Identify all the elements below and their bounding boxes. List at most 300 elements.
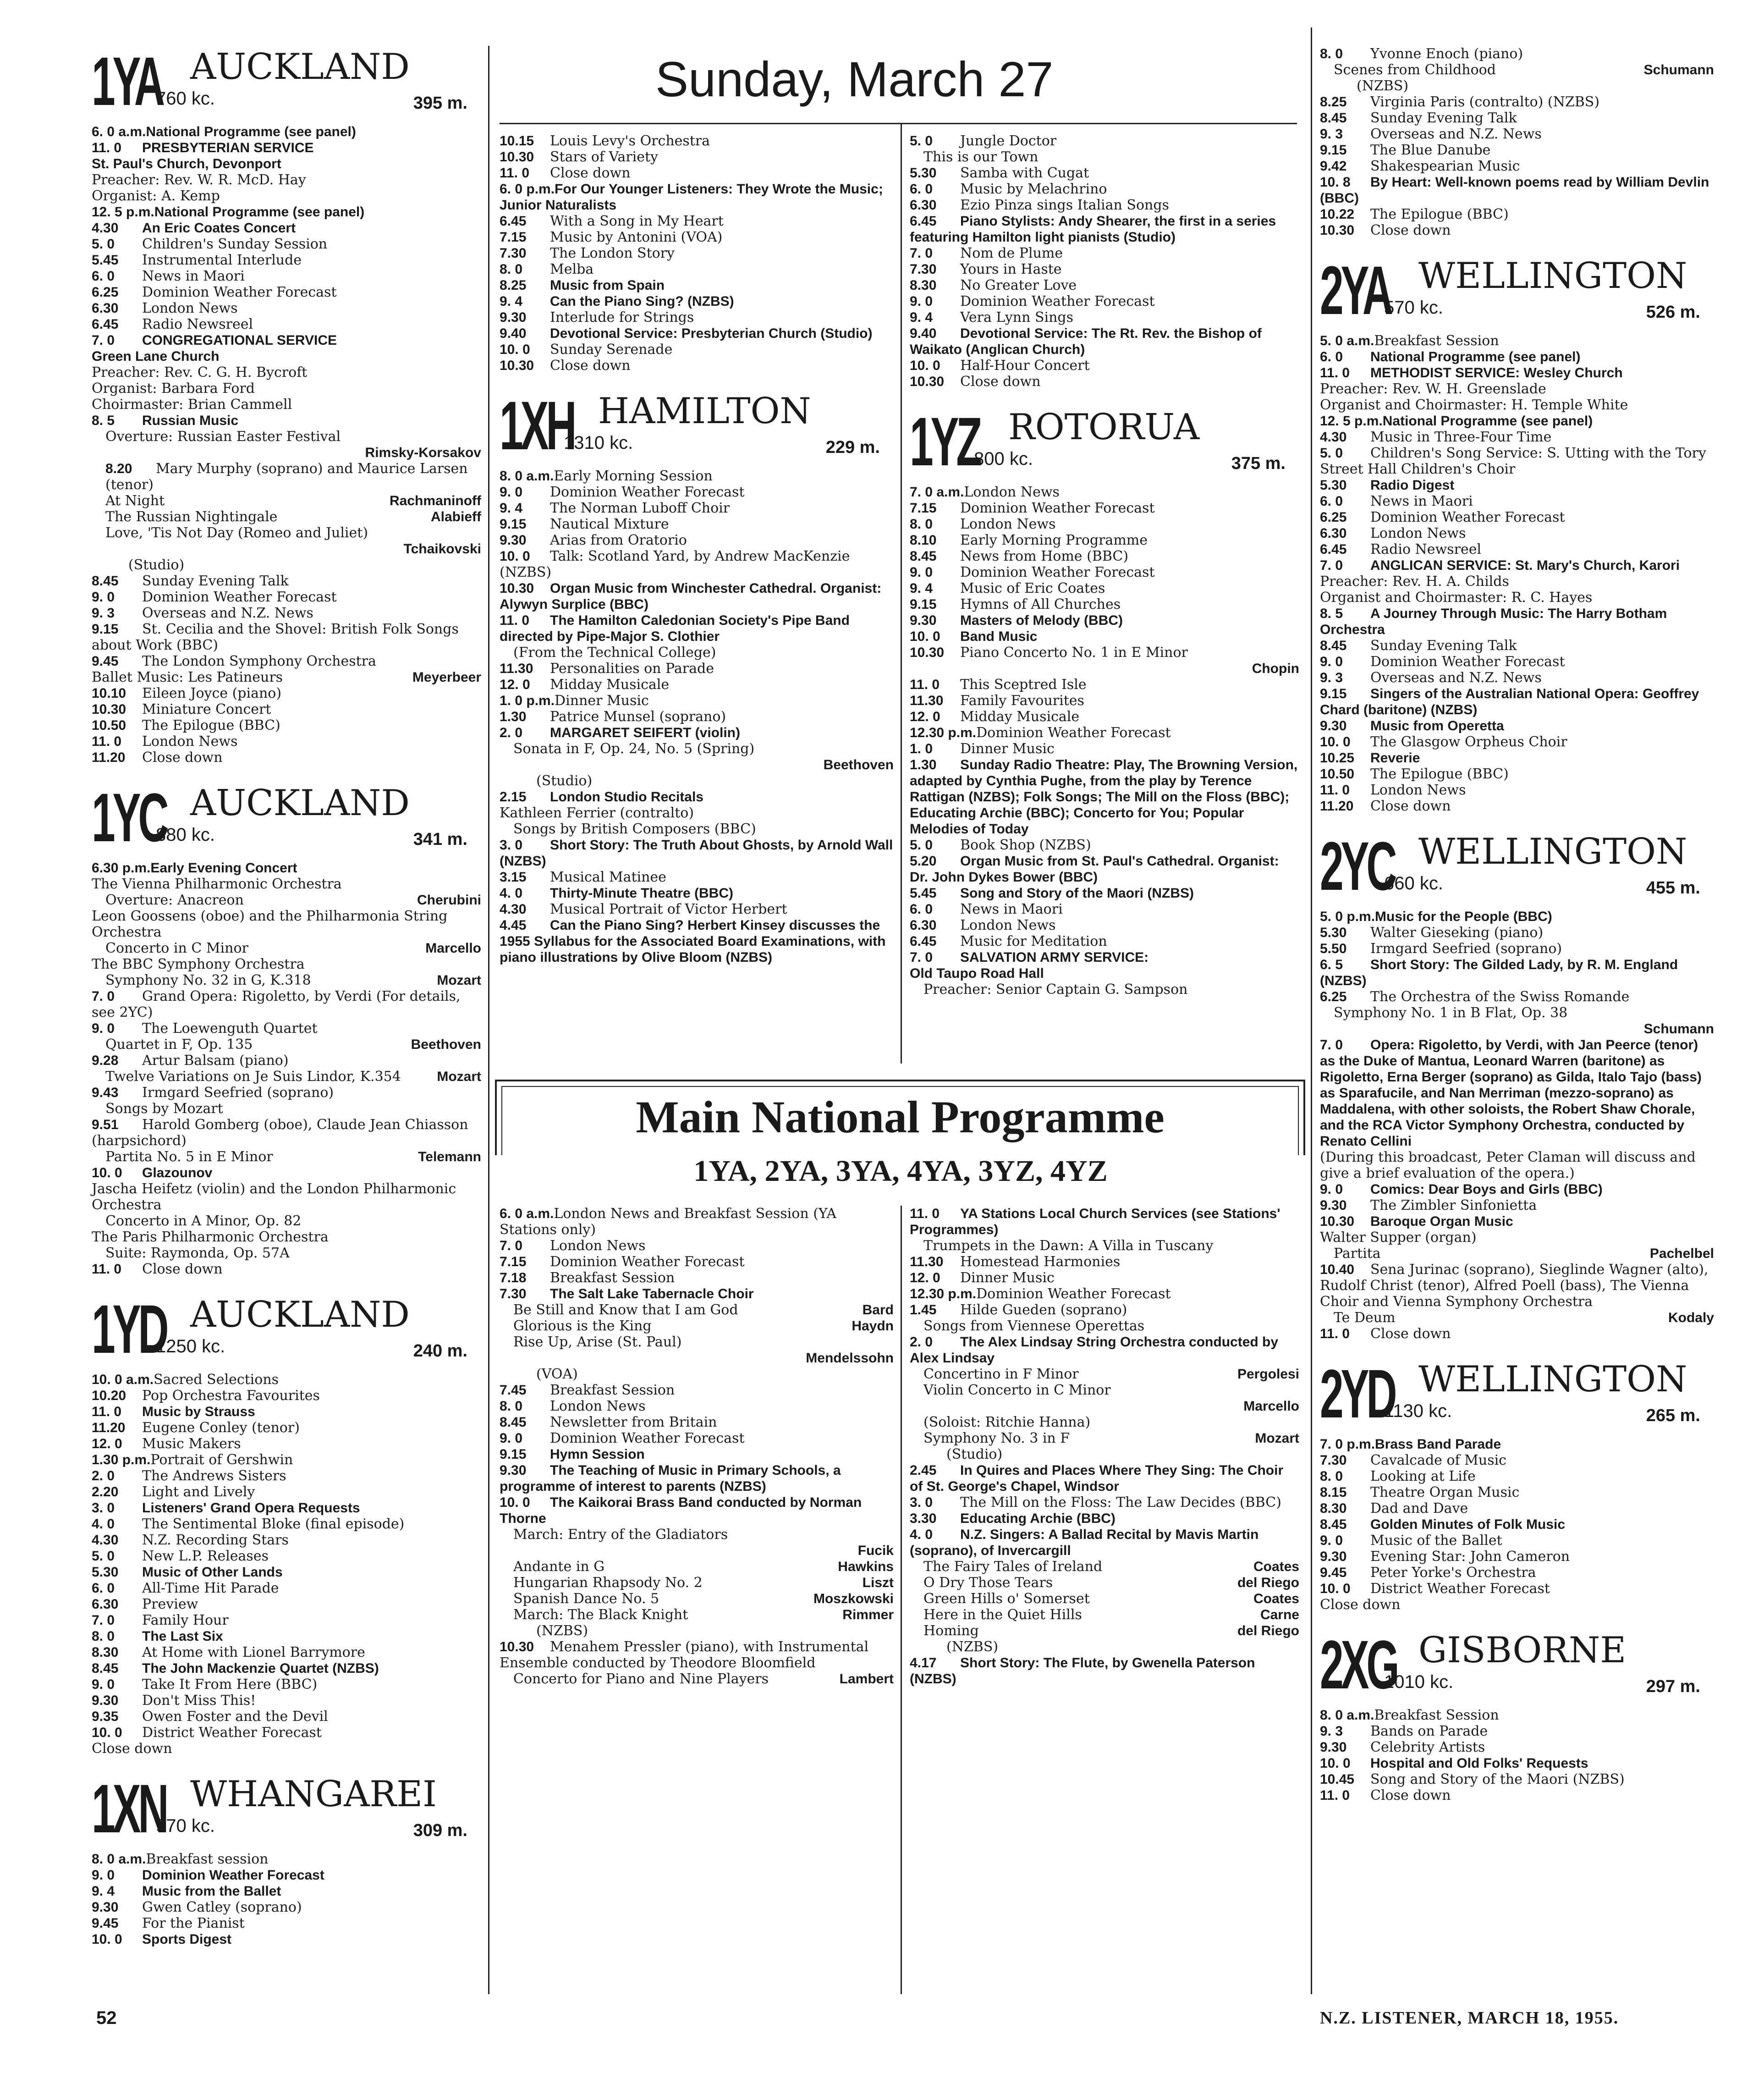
entry-time: 4.30 xyxy=(92,1533,119,1548)
entry-time: 8.45 xyxy=(910,549,937,564)
programme-entry xyxy=(92,1036,481,1053)
programme-entry xyxy=(92,750,481,766)
date-rule xyxy=(500,123,1297,124)
programme-entry xyxy=(1320,477,1714,493)
entry-time: 10. 0 xyxy=(1320,1756,1351,1771)
entry-text: SALVATION ARMY SERVICE: xyxy=(960,950,1149,965)
entry-text: Can the Piano Sing? Herbert Kinsey discusses the 1955 Syllabus for the Associated Board Examinations, with piano illustrations by Olive Bloom (NZBS) xyxy=(500,918,886,965)
programme-entry xyxy=(92,1915,481,1931)
entry-time: 9.15 xyxy=(1320,686,1347,701)
entry-text: Educating Archie (BBC) xyxy=(960,1511,1116,1526)
entry-text: Radio Newsreel xyxy=(142,316,253,332)
programme-entry xyxy=(910,901,1299,917)
entry-text: The Epilogue (BBC) xyxy=(142,717,280,733)
programme-entry xyxy=(1320,1021,1714,1037)
entry-time: 10.22 xyxy=(1320,207,1355,222)
programme-entry xyxy=(92,1388,481,1404)
entry-text: Symphony No. 3 in F xyxy=(923,1430,1070,1446)
entry-time: 2.45 xyxy=(910,1463,937,1478)
programme-entry xyxy=(1320,493,1714,509)
programme-entry xyxy=(910,1318,1299,1334)
programme-entry xyxy=(910,133,1299,149)
entry-time: 9.30 xyxy=(500,1463,527,1478)
programme-entry xyxy=(910,1206,1299,1238)
composer: Mozart xyxy=(1255,1431,1299,1446)
composer: Kodaly xyxy=(1668,1310,1714,1325)
programme-entry xyxy=(1320,909,1714,925)
entry-time: 7. 0 xyxy=(92,333,115,348)
entry-text: All-Time Hit Parade xyxy=(142,1580,279,1596)
entry-text: Opera: Rigoletto, by Verdi, with Jan Peerce (tenor) as the Duke of Mantua, Leonard Warren (baritone) as Rigoletto, Erna Berger (soprano) as Gilda, Italo Tajo (bass) as Sparafucile, and Nan Merriman (mezzo-soprano) as Maddalena, with other soloists, the Robert Shaw Chorale, and the RCA Victor Symphony Orchestra, conducted by Renato Cellini xyxy=(1320,1037,1702,1149)
entry-text: Hymns of All Churches xyxy=(960,596,1121,612)
programme-entry xyxy=(500,277,894,293)
programme-entry xyxy=(910,917,1299,933)
entry-time: 8. 0 xyxy=(92,1629,115,1644)
programme-entry xyxy=(910,516,1299,532)
programme-entry xyxy=(92,956,481,972)
entry-text: Dominion Weather Forecast xyxy=(960,564,1155,580)
entry-text: Short Story: The Gilded Lady, by R. M. England (NZBS) xyxy=(1320,957,1678,988)
composer: Carne xyxy=(1260,1607,1299,1622)
column-4 xyxy=(500,1206,894,1687)
programme-entry xyxy=(92,669,481,685)
entry-text: Midday Musicale xyxy=(960,709,1080,725)
programme-entry xyxy=(500,165,894,181)
entry-text: London News xyxy=(960,516,1056,532)
programme-entry xyxy=(910,500,1299,516)
programme-entry xyxy=(1320,1326,1714,1342)
station-frequency: 570 kc. xyxy=(1384,298,1443,318)
entry-text: Concertino in F Minor xyxy=(923,1366,1079,1382)
programme-entry xyxy=(92,1117,481,1149)
entry-text: Dominion Weather Forecast xyxy=(142,589,337,605)
programme-entry xyxy=(910,1366,1299,1382)
entry-text: Sports Digest xyxy=(142,1932,232,1947)
entry-time: 11. 0 xyxy=(910,677,940,692)
entry-time: 10.30 xyxy=(500,149,534,165)
entry-time: 10.30 xyxy=(910,645,945,660)
entry-text: Songs by British Composers (BBC) xyxy=(513,821,756,837)
composer: Mozart xyxy=(437,1069,481,1084)
programme-entry xyxy=(500,1366,894,1382)
entry-text: Hospital and Old Folks' Requests xyxy=(1370,1756,1588,1771)
entry-time: 12.30 p.m. xyxy=(910,1286,977,1301)
entry-time: 4. 0 xyxy=(910,1527,933,1542)
programme-entry xyxy=(910,1238,1299,1254)
entry-text: Suite: Raymonda, Op. 57A xyxy=(105,1245,290,1261)
entry-text: Irmgard Seefried (soprano) xyxy=(1370,941,1562,957)
station-heading xyxy=(500,387,894,468)
entry-time: 8.45 xyxy=(1320,110,1347,126)
entry-text: The Russian Nightingale xyxy=(105,509,278,525)
entry-text: The BBC Symphony Orchestra xyxy=(92,956,305,972)
entry-time: 9. 0 xyxy=(1320,1533,1343,1548)
entry-time: 10.30 xyxy=(1320,223,1355,238)
entry-text: Arias from Oratorio xyxy=(550,532,687,548)
programme-entry xyxy=(910,277,1299,293)
entry-text: St. Cecilia and the Shovel: British Folk Songs about Work (BBC) xyxy=(92,621,459,653)
programme-entry xyxy=(1320,1755,1714,1771)
entry-text: Peter Yorke's Orchestra xyxy=(1370,1565,1536,1581)
entry-text: Stars of Variety xyxy=(550,149,658,165)
programme-entry xyxy=(1320,1452,1714,1468)
programme-entry xyxy=(1320,718,1714,734)
programme-entry xyxy=(92,717,481,733)
entry-text: National Programme (see panel) xyxy=(146,124,356,139)
programme-entry xyxy=(910,933,1299,949)
programme-entry xyxy=(1320,1197,1714,1213)
entry-time: 8. 0 xyxy=(500,1399,523,1414)
programme-entry xyxy=(92,1676,481,1693)
entry-text: Menahem Pressler (piano), with Instrumental Ensemble conducted by Theodore Bloomfield xyxy=(500,1639,869,1671)
programme-entry xyxy=(500,901,894,917)
entry-time: 8. 0 xyxy=(910,517,933,532)
programme-entry xyxy=(92,1229,481,1245)
programme-entry xyxy=(500,149,894,165)
entry-text: The Norman Luboff Choir xyxy=(550,500,730,516)
entry-text: Kathleen Ferrier (contralto) xyxy=(500,805,694,821)
programme-entry xyxy=(910,1270,1299,1286)
programme-entry xyxy=(500,181,894,213)
entry-time: 10. 8 xyxy=(1320,175,1351,190)
entry-text: At Night xyxy=(105,493,165,509)
programme-entry xyxy=(92,988,481,1020)
entry-text: Songs by Mozart xyxy=(105,1101,223,1117)
page-number: 52 xyxy=(96,2008,117,2028)
entry-time: 6. 0 xyxy=(910,902,933,917)
programme-entry xyxy=(1320,1213,1714,1229)
entry-time: 6.25 xyxy=(92,285,119,300)
programme-entry xyxy=(92,1404,481,1420)
programme-entry xyxy=(910,484,1299,500)
programme-entry xyxy=(92,1468,481,1484)
programme-entry xyxy=(910,1254,1299,1270)
entry-time: 9.51 xyxy=(92,1117,119,1132)
entry-time: 3.30 xyxy=(910,1511,937,1526)
entry-text: The Epilogue (BBC) xyxy=(1370,206,1509,222)
entry-time: 9. 4 xyxy=(910,581,933,596)
entry-time: 6.30 xyxy=(910,198,937,213)
station-heading xyxy=(1320,1355,1714,1436)
programme-entry xyxy=(500,789,894,805)
entry-time: 10. 0 xyxy=(92,1725,122,1740)
programme-entry xyxy=(910,564,1299,580)
programme-entry xyxy=(910,1398,1299,1414)
entry-text: The Fairy Tales of Ireland xyxy=(923,1559,1103,1575)
programme-entry xyxy=(500,805,894,821)
entry-text: CONGREGATIONAL SERVICE xyxy=(142,333,337,348)
programme-entry xyxy=(1320,365,1714,381)
station-city: WELLINGTON xyxy=(1418,1359,1687,1400)
programme-entry xyxy=(92,1628,481,1644)
entry-time: 10.30 xyxy=(1320,1214,1355,1229)
programme-entry xyxy=(910,853,1299,885)
programme-entry xyxy=(500,1639,894,1671)
entry-text: N.Z. Singers: A Ballad Recital by Mavis Martin (soprano), of Invercargill xyxy=(910,1527,1259,1558)
programme-entry xyxy=(910,1591,1299,1607)
entry-text: (Studio) xyxy=(946,1446,1003,1462)
programme-entry xyxy=(500,358,894,374)
programme-entry xyxy=(500,484,894,500)
programme-entry xyxy=(910,1527,1299,1559)
programme-entry xyxy=(92,1612,481,1628)
entry-time: 6.30 xyxy=(910,918,937,933)
entry-text: Instrumental Interlude xyxy=(142,252,302,268)
station-call-sign: 2XG xyxy=(1320,1626,1397,1703)
programme-entry xyxy=(500,309,894,325)
programme-entry xyxy=(1320,1310,1714,1326)
column-3 xyxy=(910,133,1299,998)
entry-text: Piano Concerto No. 1 in E Minor xyxy=(960,645,1188,661)
programme-entry xyxy=(1320,1565,1714,1581)
entry-text: March: Entry of the Gladiators xyxy=(513,1527,728,1543)
entry-text: Hymn Session xyxy=(550,1447,645,1462)
programme-entry xyxy=(1320,1436,1714,1452)
entry-time: 6.45 xyxy=(92,317,119,332)
main-programme-title: Main National Programme xyxy=(636,1092,1165,1142)
composer: Coates xyxy=(1253,1591,1299,1606)
programme-entry xyxy=(92,589,481,605)
entry-text: Dominion Weather Forecast xyxy=(1370,509,1565,525)
programme-entry xyxy=(1320,1723,1714,1739)
entry-time: 5.30 xyxy=(92,1565,119,1580)
entry-text: Children's Sunday Session xyxy=(142,236,328,252)
programme-entry xyxy=(910,358,1299,374)
entry-text: News in Maori xyxy=(1370,493,1473,509)
programme-entry xyxy=(910,1446,1299,1462)
entry-time: 2.20 xyxy=(92,1484,119,1500)
entry-time: 7. 0 xyxy=(1320,1037,1343,1053)
entry-text: National Programme (see panel) xyxy=(1382,413,1593,429)
entry-time: 7. 0 xyxy=(92,989,115,1004)
programme-entry xyxy=(500,245,894,261)
entry-text: Trumpets in the Dawn: A Villa in Tuscany xyxy=(923,1238,1214,1254)
entry-text: Homestead Harmonies xyxy=(960,1254,1121,1270)
programme-entry xyxy=(1320,1037,1714,1149)
station-block xyxy=(92,43,481,766)
composer: Fucik xyxy=(857,1543,894,1558)
programme-entry xyxy=(910,293,1299,309)
entry-text: Melba xyxy=(550,261,594,277)
entry-text: Vera Lynn Sings xyxy=(960,309,1074,325)
entry-time: 8.10 xyxy=(910,533,937,548)
programme-entry xyxy=(500,1446,894,1462)
programme-entry xyxy=(910,661,1299,677)
entry-text: Dinner Music xyxy=(555,693,649,709)
entry-time: 6.30 xyxy=(1320,526,1347,541)
entry-time: 4.30 xyxy=(500,902,527,917)
programme-entry xyxy=(92,1165,481,1181)
programme-entry xyxy=(1320,766,1714,782)
station-block xyxy=(1320,1355,1714,1613)
entry-text: (NZBS) xyxy=(946,1639,999,1655)
entry-text: Early Evening Concert xyxy=(150,860,297,876)
entry-time: 6. 5 xyxy=(1320,957,1343,972)
entry-text: Personalities on Parade xyxy=(550,661,714,677)
entry-time: 9.30 xyxy=(1320,1740,1347,1755)
entry-time: 9. 0 xyxy=(910,294,933,309)
entry-text: Brass Band Parade xyxy=(1375,1437,1501,1452)
programme-entry xyxy=(1320,590,1714,606)
station-call-sign: 1YC xyxy=(92,779,166,856)
entry-text: Radio Digest xyxy=(1370,478,1455,493)
entry-time: 10. 0 xyxy=(1320,734,1351,750)
programme-entry xyxy=(92,541,481,557)
composer: Bard xyxy=(862,1302,894,1318)
programme-entry xyxy=(92,1596,481,1612)
entry-time: 10. 0 a.m. xyxy=(92,1372,154,1387)
entry-time: 10.30 xyxy=(910,374,945,389)
entry-time: 8.30 xyxy=(92,1645,119,1660)
entry-time: 9.42 xyxy=(1320,159,1347,174)
programme-entry xyxy=(92,1899,481,1915)
programme-entry xyxy=(1320,1516,1714,1533)
entry-time: 7.15 xyxy=(910,501,937,516)
entry-text: No Greater Love xyxy=(960,277,1077,293)
entry-text: Golden Minutes of Folk Music xyxy=(1370,1517,1566,1532)
entry-time: 9.40 xyxy=(500,326,527,341)
entry-text: ANGLICAN SERVICE: St. Mary's Church, Karori xyxy=(1370,558,1680,573)
station-wavelength: 265 m. xyxy=(1646,1406,1700,1425)
entry-time: 12. 0 xyxy=(910,709,940,724)
programme-entry xyxy=(500,325,894,342)
entry-time: 5.20 xyxy=(910,854,937,869)
entry-text: Scenes from Childhood xyxy=(1334,62,1496,78)
entry-time: 10. 0 xyxy=(500,549,530,564)
programme-entry xyxy=(92,1484,481,1500)
entry-time: 6.25 xyxy=(1320,989,1347,1004)
programme-entry xyxy=(500,548,894,580)
entry-time: 9. 0 xyxy=(92,1677,115,1692)
programme-entry xyxy=(92,1053,481,1069)
entry-text: The Last Six xyxy=(142,1629,223,1644)
programme-entry xyxy=(92,1660,481,1676)
entry-time: 7. 0 xyxy=(910,246,933,261)
entry-text: London News xyxy=(960,917,1056,933)
programme-entry xyxy=(910,693,1299,709)
entry-text: Glazounov xyxy=(142,1165,213,1180)
entry-text: Preacher: Rev. W. R. McD. Hay xyxy=(92,172,306,188)
composer: Cherubini xyxy=(417,893,481,908)
entry-text: For the Pianist xyxy=(142,1915,245,1931)
programme-entry xyxy=(500,1398,894,1414)
entry-time: 11. 0 xyxy=(92,1404,122,1419)
programme-entry xyxy=(910,1511,1299,1527)
entry-time: 8.45 xyxy=(1320,1517,1347,1532)
programme-entry xyxy=(1320,413,1714,429)
entry-time: 9.35 xyxy=(92,1709,119,1724)
entry-text: (Studio) xyxy=(128,557,185,573)
composer: Rimmer xyxy=(842,1607,894,1622)
station-block xyxy=(1320,1626,1714,1803)
entry-text: Half-Hour Concert xyxy=(960,358,1090,374)
programme-entry xyxy=(500,661,894,677)
entry-time: 10. 0 xyxy=(910,629,940,644)
composer: Moszkowski xyxy=(813,1591,894,1606)
programme-entry xyxy=(1320,445,1714,477)
composer: Marcello xyxy=(1243,1399,1299,1414)
entry-text: The Mill on the Floss: The Law Decides (BBC) xyxy=(960,1494,1281,1511)
entry-text: By Heart: Well-known poems read by William Devlin (BBC) xyxy=(1320,175,1709,206)
entry-time: 8. 0 a.m. xyxy=(92,1852,146,1867)
entry-time: 10. 0 xyxy=(910,358,940,373)
entry-text: Close down xyxy=(142,1261,223,1277)
programme-entry xyxy=(500,516,894,532)
station-call-sign: 1YZ xyxy=(910,403,979,480)
programme-entry xyxy=(92,268,481,284)
entry-text: News in Maori xyxy=(960,901,1063,917)
entry-text: Radio Newsreel xyxy=(1370,541,1482,557)
programme-entry xyxy=(1320,397,1714,413)
entry-text: Reverie xyxy=(1370,750,1420,766)
entry-time: 9.15 xyxy=(1320,143,1347,158)
entry-text: Concerto in A Minor, Op. 82 xyxy=(105,1213,302,1229)
programme-entry xyxy=(910,1414,1299,1430)
programme-entry xyxy=(1320,126,1714,142)
entry-time: 11. 0 xyxy=(500,613,530,628)
programme-entry xyxy=(910,757,1299,837)
programme-entry xyxy=(92,364,481,380)
entry-text: Organ Music from St. Paul's Cathedral. Organist: Dr. John Dykes Bower (BBC) xyxy=(910,854,1279,885)
entry-text: Music in Three-Four Time xyxy=(1370,429,1552,445)
entry-text: Song and Story of the Maori (NZBS) xyxy=(1370,1771,1625,1787)
station-wavelength: 309 m. xyxy=(413,1821,467,1840)
entry-time: 9. 4 xyxy=(92,1884,115,1899)
entry-text: Close down xyxy=(1370,1326,1451,1342)
programme-entry xyxy=(1320,1549,1714,1565)
entry-text: Early Morning Session xyxy=(554,468,713,484)
station-block xyxy=(1320,46,1714,238)
programme-entry xyxy=(910,580,1299,596)
column-5 xyxy=(910,1206,1299,1687)
programme-entry xyxy=(92,1069,481,1085)
programme-entry xyxy=(1320,541,1714,557)
entry-time: 10.40 xyxy=(1320,1262,1355,1277)
programme-entry xyxy=(1320,1005,1714,1021)
entry-text: Te Deum xyxy=(1334,1310,1396,1326)
entry-text: A Journey Through Music: The Harry Botham Orchestra xyxy=(1320,606,1667,637)
programme-entry xyxy=(92,461,481,493)
programme-entry xyxy=(500,821,894,837)
composer: Chopin xyxy=(1252,661,1299,676)
entry-time: 1. 0 xyxy=(910,741,933,756)
entry-text: The Vienna Philharmonic Orchestra xyxy=(92,876,342,892)
entry-time: 11.30 xyxy=(910,693,944,708)
programme-entry xyxy=(910,213,1299,245)
entry-text: Organist: Barbara Ford xyxy=(92,380,255,397)
entry-text: Sunday Radio Theatre: Play, The Browning Version, adapted by Cynthia Pughe, from the play by Terence Rattigan (NZBS); Folk Songs; The Mill on the Floss (BBC); Educating Archie (BBC); Concerto for You; Popular Melodies of Today xyxy=(910,757,1298,837)
entry-text: Harold Gomberg (oboe), Claude Jean Chiasson (harpsichord) xyxy=(92,1117,468,1149)
entry-text: Theatre Organ Music xyxy=(1370,1484,1520,1500)
programme-entry xyxy=(92,1532,481,1548)
station-heading xyxy=(1320,252,1714,333)
programme-entry xyxy=(500,1238,894,1254)
entry-text: PRESBYTERIAN SERVICE xyxy=(142,140,314,155)
entry-text: The Kaikorai Brass Band conducted by Norman Thorne xyxy=(500,1495,862,1526)
entry-text: Pop Orchestra Favourites xyxy=(142,1388,320,1404)
entry-time: 9.15 xyxy=(500,1447,527,1462)
entry-text: Music of the Ballet xyxy=(1370,1533,1502,1549)
entry-text: (Soloist: Ritchie Hanna) xyxy=(923,1414,1091,1430)
entry-time: 4.17 xyxy=(910,1655,937,1670)
entry-text: With a Song in My Heart xyxy=(550,213,724,229)
entry-text: Don't Miss This! xyxy=(142,1693,256,1709)
entry-text: Family Favourites xyxy=(960,693,1084,709)
station-city: GISBORNE xyxy=(1418,1630,1627,1671)
entry-text: March: The Black Knight xyxy=(513,1607,688,1623)
entry-text: Looking at Life xyxy=(1370,1468,1476,1484)
programme-entry xyxy=(92,701,481,717)
